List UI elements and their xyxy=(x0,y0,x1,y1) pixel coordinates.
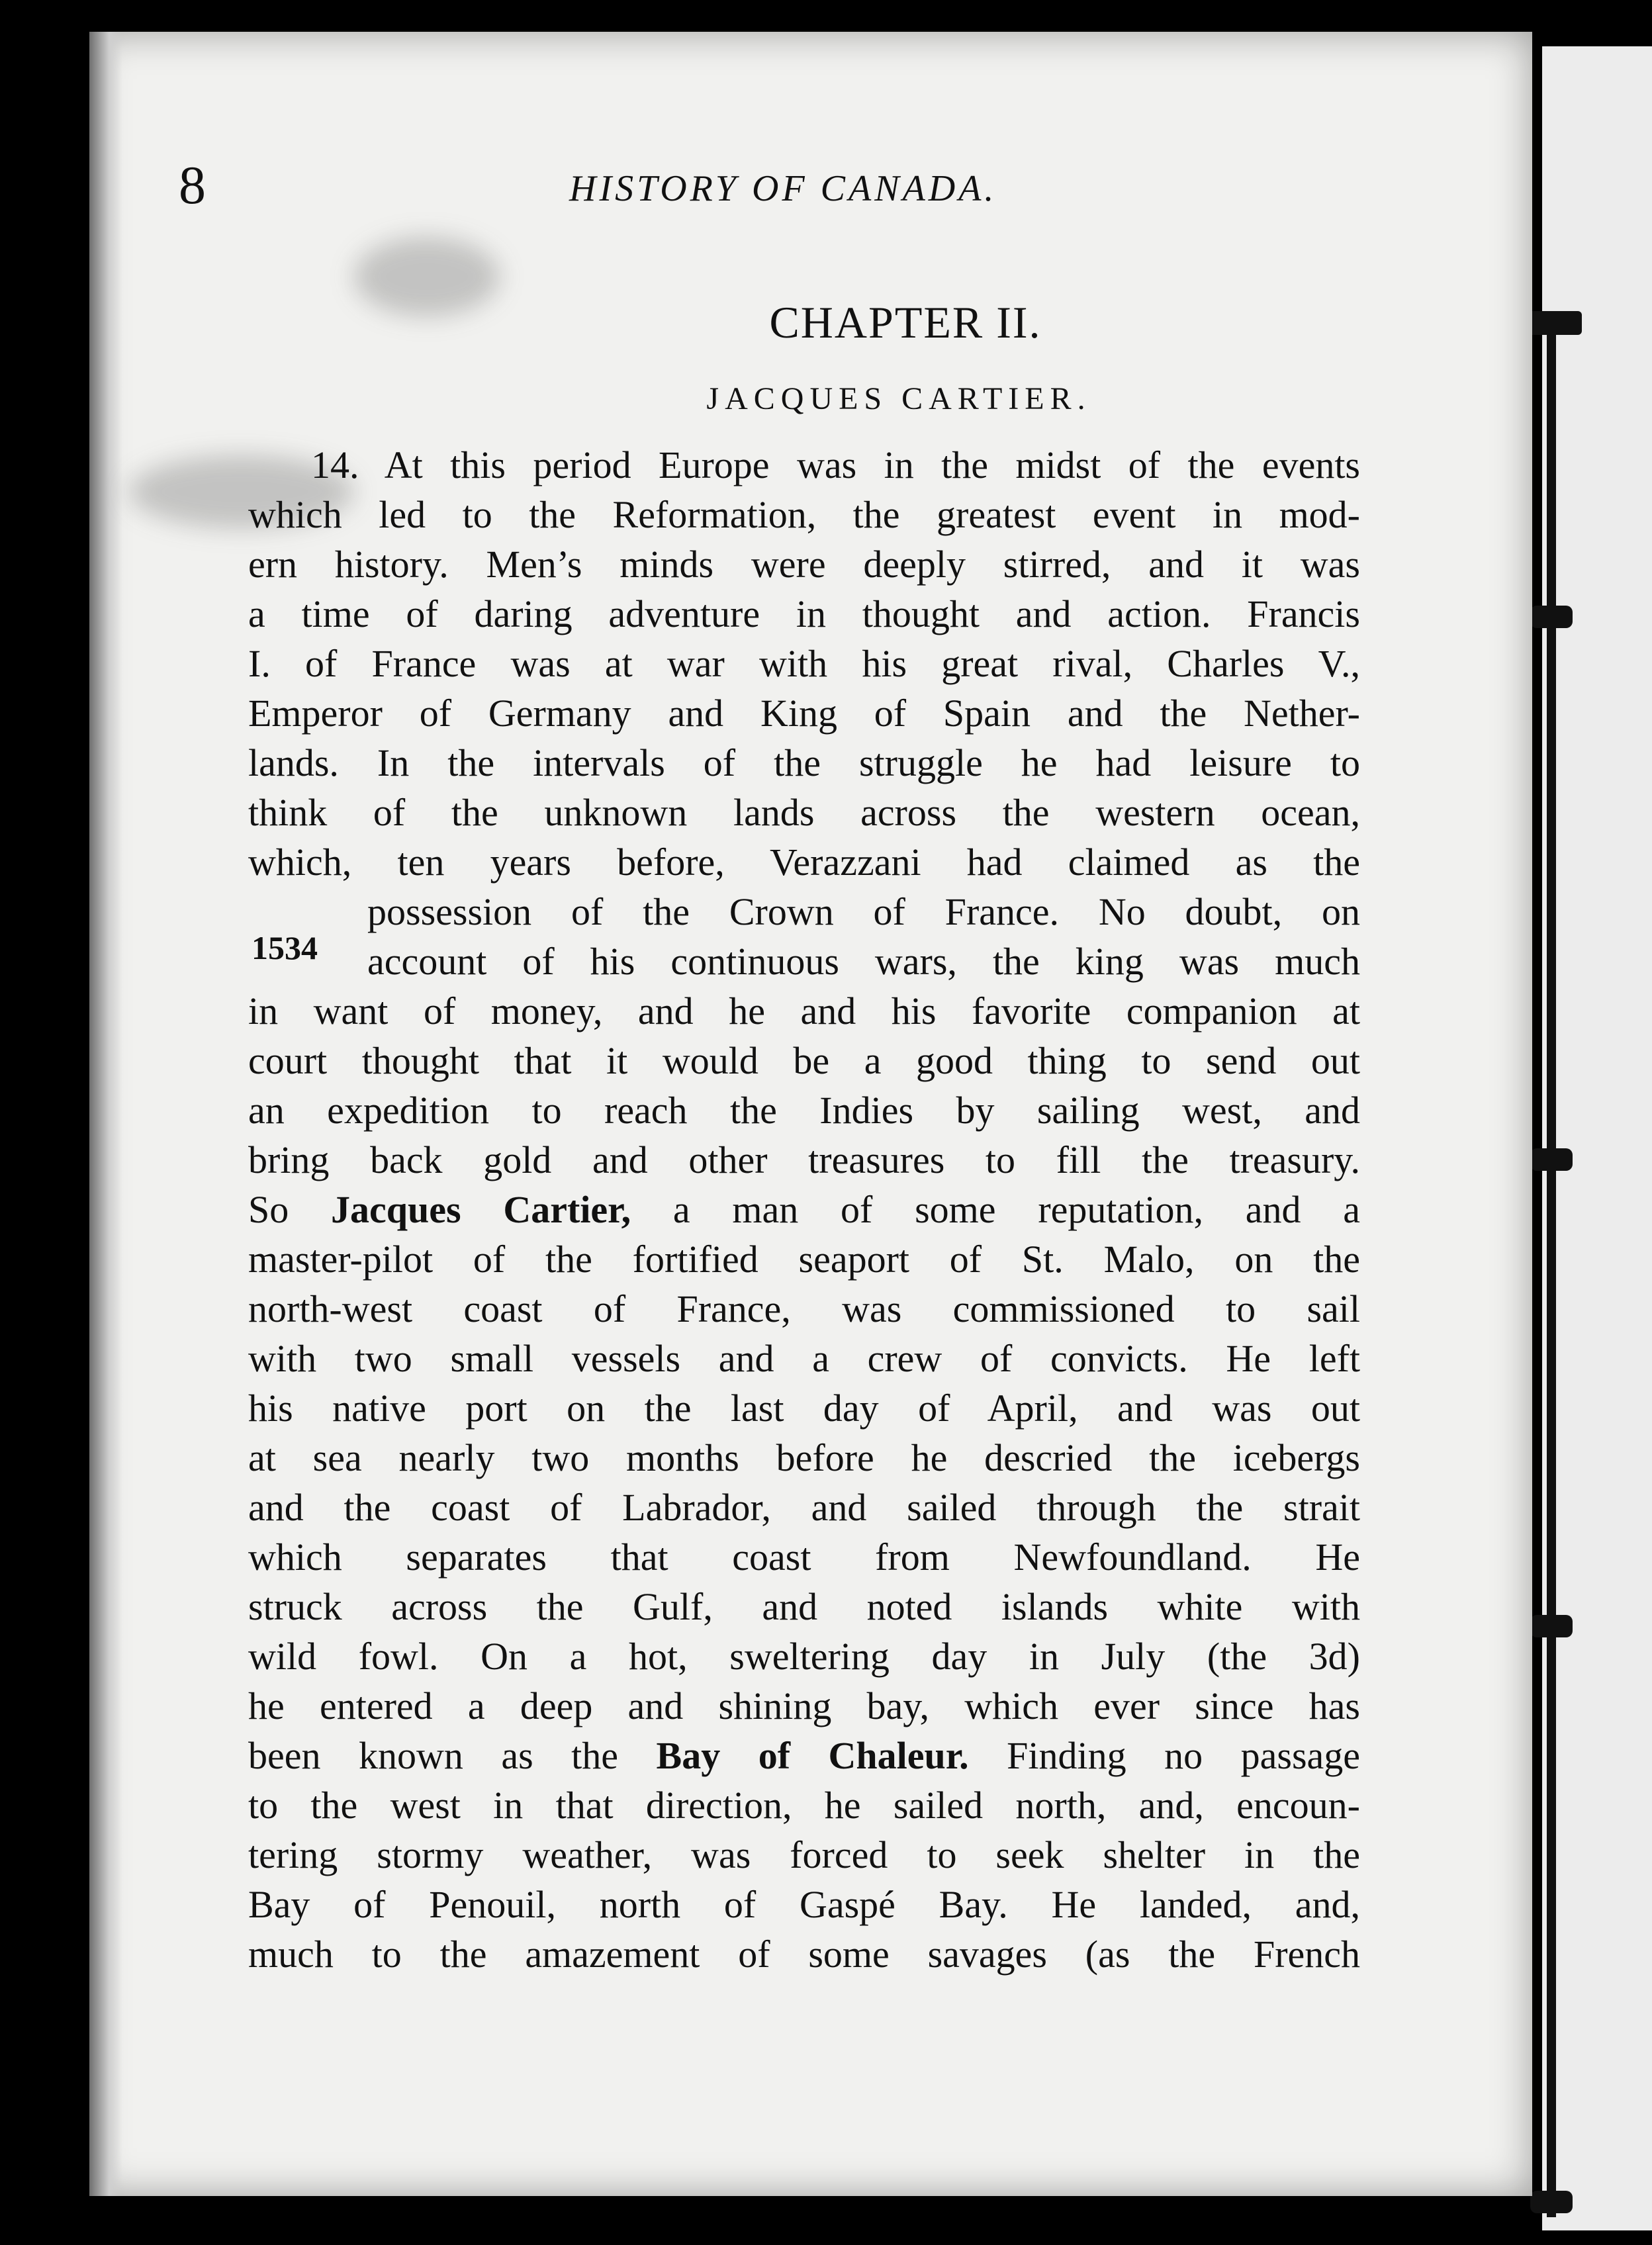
text-line: lands. In the intervals of the struggle he had leisure to xyxy=(248,741,1360,784)
binding-thread xyxy=(1547,311,1556,2217)
text-line: think of the unknown lands across the western ocean, xyxy=(248,791,1360,834)
text-line: bring back gold and other treasures to fill the treasury. xyxy=(248,1138,1360,1181)
text-line: ern history. Men’s minds were deeply stirred, and it was xyxy=(248,543,1360,586)
binding-stitch xyxy=(1530,2191,1573,2213)
text-line: struck across the Gulf, and noted islands white with xyxy=(248,1585,1360,1628)
text-line: he entered a deep and shining bay, which ever since has xyxy=(248,1684,1360,1727)
page-number: 8 xyxy=(179,155,206,215)
text-line: much to the amazement of some savages (as the French xyxy=(248,1933,1360,1976)
text-line: in want of money, and he and his favorite companion at xyxy=(248,989,1360,1032)
margin-date-note: 1534 xyxy=(252,929,318,966)
running-head xyxy=(179,152,1092,225)
text-line: I. of France was at war with his great rival, Charles V., xyxy=(248,642,1360,685)
text-run: So xyxy=(248,1188,332,1231)
text-run: Finding no passage xyxy=(968,1734,1360,1777)
text-line: possession of the Crown of France. No doubt, on xyxy=(367,890,1360,933)
body-text xyxy=(248,440,1360,1979)
text-line: tering stormy weather, was forced to seek shelter in the xyxy=(248,1833,1360,1876)
binding-stitch xyxy=(1530,606,1573,628)
text-line: which separates that coast from Newfoundland. He xyxy=(248,1535,1360,1579)
text-line: at sea nearly two months before he descried the icebergs xyxy=(248,1436,1360,1479)
text-line: account of his continuous wars, the king was much xyxy=(367,940,1360,983)
binding-stitch xyxy=(1530,1148,1573,1171)
chapter-subheading: JACQUES CARTIER. xyxy=(706,381,1091,416)
text-line xyxy=(248,1185,1360,1234)
place-name: Bay of Chaleur. xyxy=(656,1734,969,1777)
text-line: to the west in that direction, he sailed north, and, encoun- xyxy=(248,1784,1360,1827)
person-name: Jacques Cartier, xyxy=(331,1188,631,1231)
text-line xyxy=(248,1731,1360,1780)
text-line: Emperor of Germany and King of Spain and the Nether- xyxy=(248,692,1360,735)
text-run: been known as the xyxy=(248,1734,657,1777)
text-line: wild fowl. On a hot, sweltering day in July (the 3d) xyxy=(248,1635,1360,1678)
text-line: which, ten years before, Verazzani had claimed as the xyxy=(248,841,1360,884)
text-line: master-pilot of the fortified seaport of St. Malo, on the xyxy=(248,1238,1360,1281)
text-line: his native port on the last day of April, and was out xyxy=(248,1387,1360,1430)
chapter-heading: CHAPTER II. xyxy=(769,297,1042,347)
text-line: with two small vessels and a crew of convicts. He left xyxy=(248,1337,1360,1380)
text-line: and the coast of Labrador, and sailed through the strait xyxy=(248,1486,1360,1529)
text-line: court thought that it would be a good thing to send out xyxy=(248,1039,1360,1082)
running-title: HISTORY OF CANADA. xyxy=(569,168,997,209)
facing-page-edge xyxy=(1542,46,1652,2230)
text-line: which led to the Reformation, the greatest event in mod- xyxy=(248,493,1360,536)
text-line: north-west coast of France, was commissioned to sail xyxy=(248,1287,1360,1330)
text-run: a man of some reputation, and a xyxy=(631,1188,1360,1231)
text-line: a time of daring adventure in thought and action. Francis xyxy=(248,592,1360,635)
text-line: Bay of Penouil, north of Gaspé Bay. He landed, and, xyxy=(248,1883,1360,1926)
binding-stitch xyxy=(1530,1615,1573,1637)
text-line: an expedition to reach the Indies by sailing west, and xyxy=(248,1089,1360,1132)
text-line: 14. At this period Europe was in the midst of the events xyxy=(311,443,1360,486)
